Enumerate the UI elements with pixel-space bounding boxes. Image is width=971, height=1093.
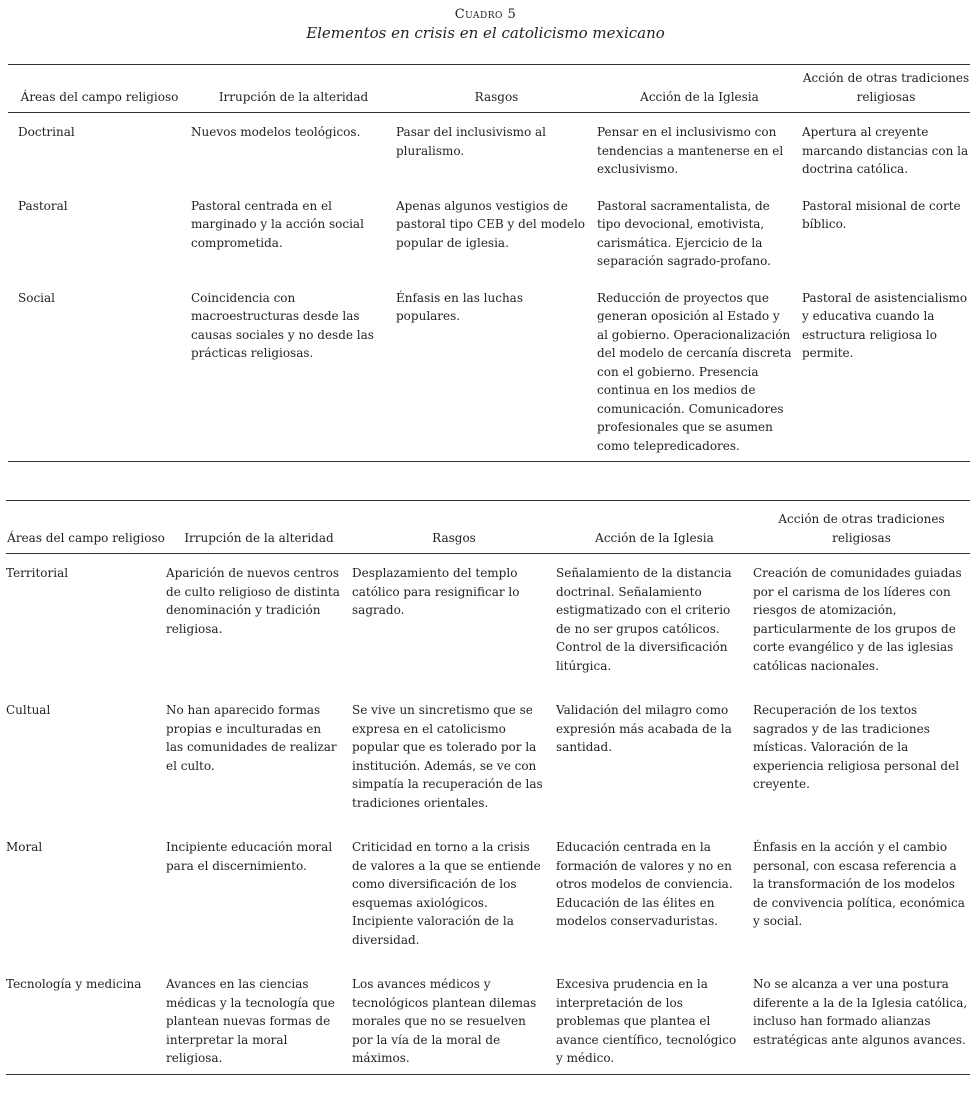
cell-rasgos: Se vive un sincretismo que se expresa en el catolicismo popular que es tolerado por la institución. Además, se ve con simpatía la recuperación de las tradiciones orientales. (352, 703, 543, 810)
header-irrupcion: Irrupción de la alteridad (191, 65, 396, 113)
caption-title: Elementos en crisis en el catolicismo mexicano (306, 24, 665, 42)
table-row (8, 187, 970, 279)
cell-area: Moral (6, 840, 43, 854)
cell-irrupcion: Incipiente educación moral para el discernimiento. (166, 840, 333, 873)
cell-irrupcion: Coincidencia con macroestructuras desde las causas sociales y no desde las prácticas religiosas. (191, 290, 374, 360)
caption-label: Cuadro 5 (454, 7, 517, 22)
cell-accion-otras: Énfasis en la acción y el cambio personal, con escasa referencia a la transformación de los modelos de convivencia política, económica y social. (753, 840, 965, 928)
table-row (6, 828, 970, 965)
cell-area: Pastoral (18, 198, 68, 213)
cell-accion-iglesia: Pensar en el inclusivismo con tendencias a mantenerse en el exclusivismo. (597, 125, 784, 176)
cell-accion-iglesia: Validación del milagro como expresión más acabada de la santidad. (556, 703, 732, 754)
cell-accion-iglesia: Excesiva prudencia en la interpretación de los problemas que plantea el avance científico, tecnológico y médico. (556, 977, 737, 1065)
header-rasgos: Rasgos (352, 501, 556, 554)
header-areas: Áreas del campo religioso (6, 501, 166, 554)
cell-accion-otras: Pastoral misional de corte bíblico. (802, 198, 961, 231)
table-row (6, 554, 970, 692)
cell-area: Cultual (6, 703, 51, 717)
cell-accion-otras: Creación de comunidades guiadas por el carisma de los líderes con riesgos de atomización, particularmente de los grupos de corte evangélico y de las iglesias católicas nacionales. (753, 566, 962, 673)
header-accion-iglesia: Acción de la Iglesia (597, 65, 802, 113)
table-caption (0, 6, 971, 42)
cell-area: Tecnología y medicina (6, 977, 142, 991)
cell-irrupcion: Pastoral centrada en el marginado y la acción social comprometida. (191, 198, 364, 250)
cell-irrupcion: Aparición de nuevos centros de culto religioso de distinta denominación y tradición religiosa. (166, 566, 340, 636)
table-row (8, 113, 970, 187)
cell-accion-otras: No se alcanza a ver una postura diferente a la de la Iglesia católica, incluso han formado alianzas estratégicas ante algunos avances. (753, 977, 968, 1047)
header-accion-iglesia: Acción de la Iglesia (556, 501, 753, 554)
crisis-table-part-1 (8, 64, 970, 462)
header-accion-otras: Acción de otras tradiciones religiosas (753, 501, 970, 554)
table-row (6, 965, 970, 1074)
cell-area: Territorial (6, 566, 69, 580)
table-row (6, 691, 970, 828)
table-header-row (6, 501, 970, 554)
table-header-row (8, 65, 970, 113)
cell-rasgos: Desplazamiento del templo católico para resignificar lo sagrado. (352, 566, 520, 617)
cell-irrupcion: Avances en las ciencias médicas y la tecnología que plantean nuevas formas de interpretar la moral religiosa. (166, 977, 335, 1065)
cell-irrupcion: No han aparecido formas propias e inculturadas en las comunidades de realizar el culto. (166, 703, 337, 773)
crisis-table-part-2 (6, 500, 970, 1075)
cell-rasgos: Los avances médicos y tecnológicos plantean dilemas morales que no se resuelven por la vía de la moral de máximos. (352, 977, 537, 1065)
cell-rasgos: Apenas algunos vestigios de pastoral tipo CEB y del modelo popular de iglesia. (396, 198, 586, 250)
header-areas: Áreas del campo religioso (8, 65, 191, 113)
cell-accion-iglesia: Reducción de proyectos que generan oposición al Estado y al gobierno. Operacionalización del modelo de cercanía discreta con el gobierno. Presencia continua en los medios de comunicación. Comunicadores profesionales que se asumen como telepredicadores. (597, 290, 792, 453)
table-row (8, 279, 970, 462)
cell-rasgos: Énfasis en las luchas populares. (396, 290, 523, 323)
cell-accion-iglesia: Pastoral sacramentalista, de tipo devocional, emotivista, carismática. Ejercicio de la separación sagrado-profano. (597, 198, 771, 268)
cell-irrupcion: Nuevos modelos teológicos. (191, 125, 361, 139)
cell-accion-iglesia: Educación centrada en la formación de valores y no en otros modelos de conviencia. Educación de las élites en modelos conservaduristas. (556, 840, 733, 928)
cell-accion-otras: Pastoral de asistencialismo y educativa cuando la estructura religiosa lo permite. (802, 290, 968, 360)
header-rasgos: Rasgos (396, 65, 597, 113)
cell-accion-iglesia: Señalamiento de la distancia doctrinal. Señalamiento estigmatizado con el criterio de no ser grupos católicos. Control de la diversificación litúrgica. (556, 566, 732, 673)
cell-area: Social (18, 290, 55, 305)
cell-area: Doctrinal (18, 125, 75, 139)
header-accion-otras: Acción de otras tradiciones religiosas (802, 65, 970, 113)
header-irrupcion: Irrupción de la alteridad (166, 501, 352, 554)
cell-rasgos: Criticidad en torno a la crisis de valores a la que se entiende como diversificación de los esquemas axiológicos. Incipiente valoración de la diversidad. (352, 840, 541, 947)
cell-rasgos: Pasar del inclusivismo al pluralismo. (396, 125, 547, 158)
cell-accion-otras: Recuperación de los textos sagrados y de las tradiciones místicas. Valoración de la experiencia religiosa personal del creyente. (753, 703, 960, 791)
cell-accion-otras: Apertura al creyente marcando distancias con la doctrina católica. (802, 125, 969, 176)
